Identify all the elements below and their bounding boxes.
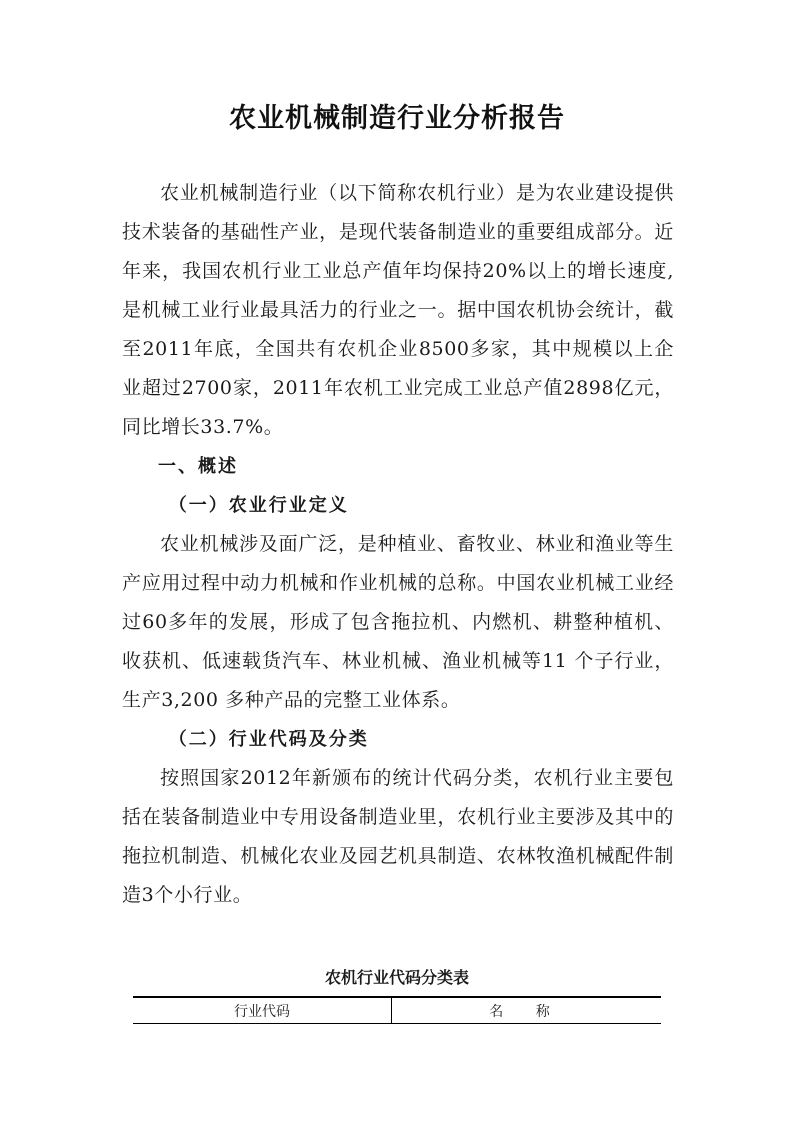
section-heading-overview: 一、概述 bbox=[158, 456, 238, 477]
intro-paragraph: 农业机械制造行业（以下简称农机行业）是为农业建设提供技术装备的基础性产业，是现代装备制造业的重要组成部分。近年来，我国农机行业工业总产值年均保持20%以上的增长速度,是机械工业行业最具活力的行业之一。据中国农机协会统计，截至2011年底，全国共有农机企业8500多家，其中规模以上企业超过2700家，2011年农机工业完成工业总产值2898亿元，同比增长33.7%。 bbox=[122, 182, 674, 438]
definition-paragraph: 农业机械涉及面广泛，是种植业、畜牧业、林业和渔业等生产应用过程中动力机械和作业机械的总称。中国农业机械工业经过60多年的发展，形成了包含拖拉机、内燃机、耕整种植机、收获机、低速载货汽车、林业机械、渔业机械等11 个子行业，生产3,200 多种产品的完整工业体系。 bbox=[122, 533, 674, 711]
column-header-code: 行业代码 bbox=[133, 997, 392, 1024]
classification-paragraph: 按照国家2012年新颁布的统计代码分类，农机行业主要包括在装备制造业中专用设备制造业里，农机行业主要涉及其中的拖拉机制造、机械化农业及园艺机具制造、农林牧渔机械配件制造3个小行业。 bbox=[122, 767, 674, 906]
industry-code-table bbox=[133, 996, 661, 1024]
column-header-name: 名 称 bbox=[392, 997, 662, 1024]
table-header-row bbox=[133, 997, 661, 1024]
subsection-heading-definition: （一）农业行业定义 bbox=[168, 495, 349, 516]
subsection-heading-classification: （二）行业代码及分类 bbox=[168, 729, 369, 750]
table-caption: 农机行业代码分类表 bbox=[324, 968, 469, 987]
document-title: 农业机械制造行业分析报告 bbox=[229, 103, 565, 134]
document-body bbox=[122, 174, 674, 915]
